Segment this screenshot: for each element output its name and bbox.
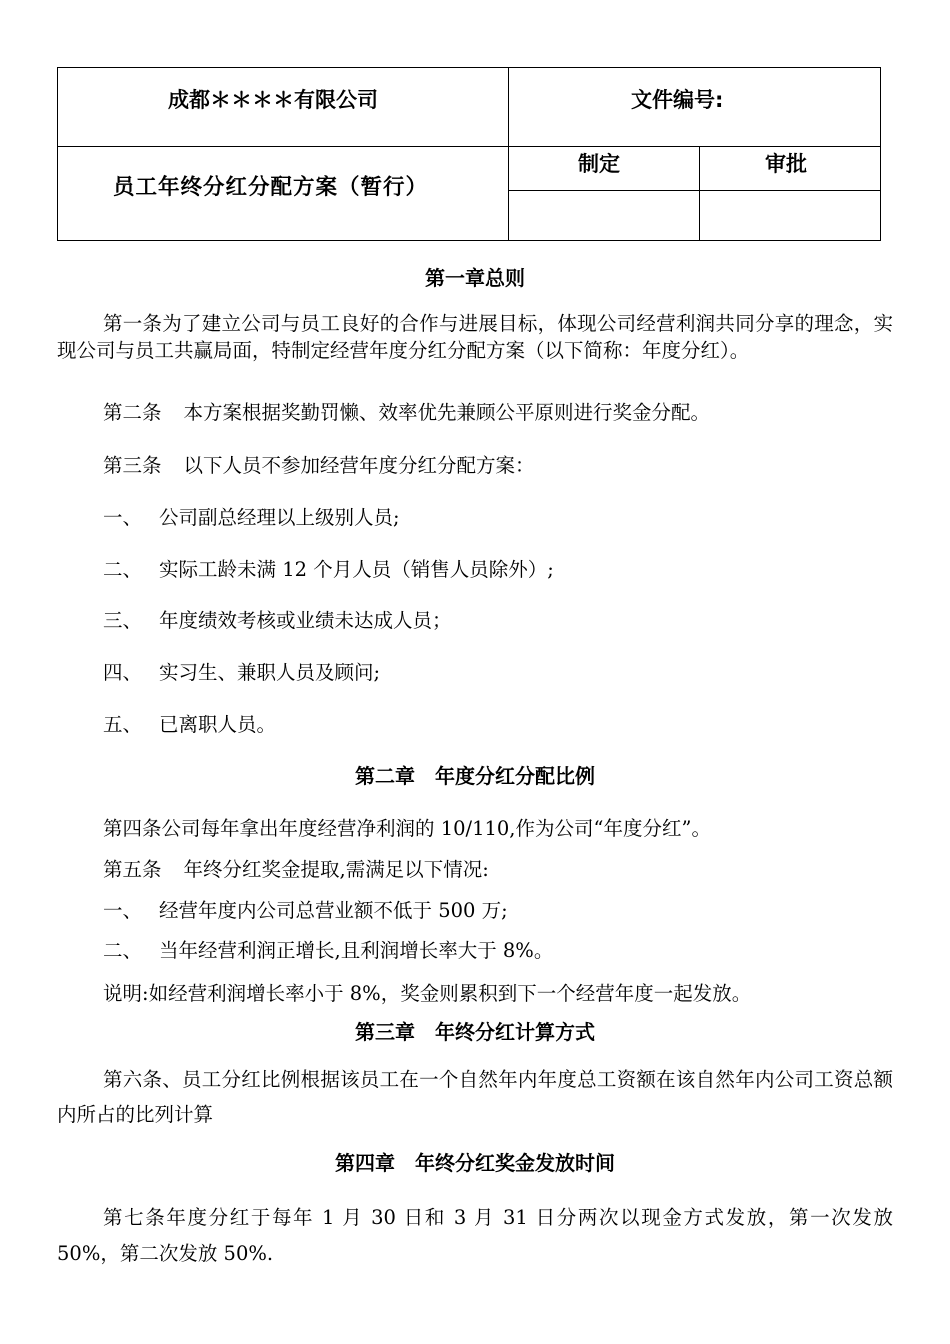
- list-item: [103, 607, 939, 634]
- article-2-text: 本方案根据奖勤罚懒、效率优先兼顾公平原则进行奖金分配。: [183, 401, 711, 424]
- chapter-1-title: 第一章总则: [425, 266, 525, 290]
- article-1: 第一条为了建立公司与员工良好的合作与进展目标，体现公司经营利润共同分享的理念，实现公司与员工共赢局面，特制定经营年度分红分配方案（以下简称：年度分红）。: [57, 312, 893, 362]
- article-3: [103, 452, 939, 479]
- list-item-number: 二、: [103, 558, 143, 581]
- list-item-number: 一、: [103, 506, 143, 529]
- document-title: 员工年终分红分配方案（暂行）: [113, 175, 429, 200]
- article-7: 第七条年度分红于每年 1 月 30 日和 3 月 31 日分两次以现金方式发放，第一次发放 50%，第二次发放 50%.: [57, 1206, 893, 1265]
- list-item: [103, 504, 939, 531]
- list-item-text: 实际工龄未满 12 个月人员（销售人员除外）;: [159, 558, 554, 581]
- article-5-label: 第五条: [103, 858, 162, 881]
- list-item: [103, 937, 939, 964]
- approved-by-label: 审批: [765, 152, 807, 176]
- list-item-number: 二、: [103, 939, 143, 962]
- made-by-label: 制定: [578, 152, 620, 176]
- list-item-number: 四、: [103, 661, 143, 684]
- article-5-text: 年终分红奖金提取,需满足以下情况:: [183, 858, 489, 881]
- article-3-text: 以下人员不参加经营年度分红分配方案：: [183, 454, 535, 477]
- chapter-3-title: 第三章 年终分红计算方式: [355, 1020, 595, 1044]
- chapter-4-title: 第四章 年终分红奖金发放时间: [335, 1151, 615, 1175]
- chapter-2-title: 第二章 年度分红分配比例: [355, 764, 595, 788]
- note: 说明:如经营利润增长率小于 8%，奖金则累积到下一个经营年度一起发放。: [103, 982, 752, 1005]
- article-2: [103, 399, 939, 426]
- list-item-number: 一、: [103, 899, 143, 922]
- list-item-text: 已离职人员。: [159, 713, 277, 736]
- article-2-label: 第二条: [103, 401, 162, 424]
- list-item: [103, 711, 939, 738]
- company-name: 成都＊＊＊＊有限公司: [168, 88, 378, 112]
- article-5: [103, 856, 939, 883]
- list-item-number: 三、: [103, 609, 143, 632]
- list-item: [103, 897, 939, 924]
- list-item-text: 经营年度内公司总营业额不低于 500 万;: [159, 899, 508, 922]
- file-number-label: 文件编号:: [631, 88, 724, 112]
- header-table: [57, 67, 881, 241]
- list-item: [103, 659, 939, 686]
- list-item-text: 实习生、兼职人员及顾问;: [159, 661, 381, 684]
- list-item-text: 公司副总经理以上级别人员;: [159, 506, 400, 529]
- article-3-label: 第三条: [103, 454, 162, 477]
- article-6: 第六条、员工分红比例根据该员工在一个自然年内年度总工资额在该自然年内公司工资总额内所占的比列计算: [57, 1068, 893, 1126]
- list-item-text: 当年经营利润正增长,且利润增长率大于 8%。: [159, 939, 554, 962]
- list-item: [103, 556, 939, 583]
- list-item-text: 年度绩效考核或业绩未达成人员；: [159, 609, 452, 632]
- list-item-number: 五、: [103, 713, 143, 736]
- article-4: 第四条公司每年拿出年度经营净利润的 10/110,作为公司“年度分红”。: [103, 817, 711, 840]
